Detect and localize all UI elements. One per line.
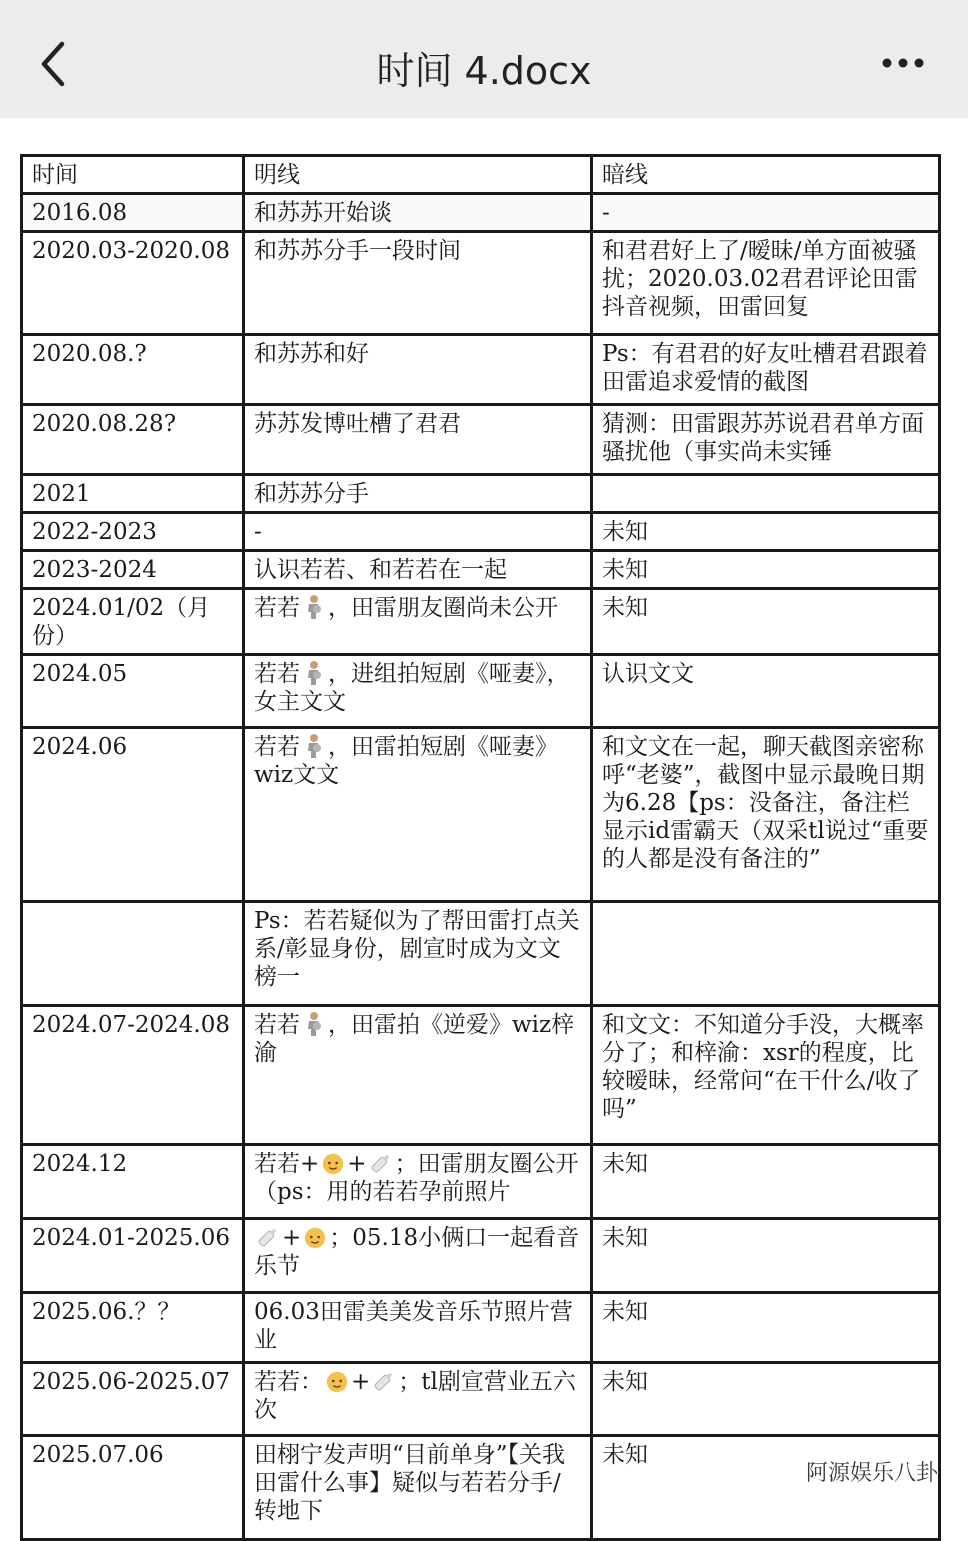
an-cell: 未知: [592, 513, 940, 551]
time-cell: 2025.06-2025.07: [22, 1363, 244, 1436]
an-cell: 和文文在一起，聊天截图亲密称呼“老婆”，截图中显示最晚日期为6.28【ps：没备注，备注栏显示id雷霸天（双采tl说过“重要的人都是没有备注的”: [592, 728, 940, 902]
table-row: [22, 194, 940, 232]
an-cell: 未知: [592, 1219, 940, 1293]
an-cell: 未知: [592, 1363, 940, 1436]
baby-bottle-icon: [256, 1224, 280, 1250]
an-cell: -: [592, 194, 940, 232]
ming-cell: 认识若若、和若若在一起: [244, 551, 592, 589]
ming-cell: [244, 655, 592, 728]
top-bar: [0, 0, 968, 118]
ming-cell: 06.03田雷美美发音乐节照片营业: [244, 1293, 592, 1363]
ming-cell: 和苏苏开始谈: [244, 194, 592, 232]
ming-text: 若若: [254, 734, 300, 760]
ming-text: ；05.18小俩口一起看音乐节: [254, 1225, 580, 1279]
ming-text: ，田雷拍《逆爱》wiz梓渝: [254, 1012, 575, 1066]
ming-text: 若若: [254, 595, 300, 621]
an-cell: 未知: [592, 551, 940, 589]
ming-cell: 苏苏发博吐槽了君君: [244, 405, 592, 475]
table-row: [22, 1219, 940, 1293]
ming-text: 若若+: [254, 1151, 320, 1177]
table-row: [22, 1293, 940, 1363]
baby-face-icon: [325, 1368, 349, 1394]
table-row: [22, 513, 940, 551]
ming-cell: 田栩宁发声明“目前单身”【关我田雷什么事】疑似与若若分手/转地下: [244, 1436, 592, 1540]
time-cell: [22, 902, 244, 1006]
ming-text: ；田雷朋友圈公开（ps：用的若若孕前照片: [254, 1151, 579, 1205]
time-cell: 2024.05: [22, 655, 244, 728]
ming-text: +: [347, 1151, 367, 1177]
baby-face-icon: [303, 1224, 327, 1250]
ming-cell: [244, 1363, 592, 1436]
time-cell: 2022-2023: [22, 513, 244, 551]
ming-cell: [244, 1006, 592, 1145]
time-cell: 2023-2024: [22, 551, 244, 589]
ming-text: 若若: [254, 1012, 300, 1038]
table-row: [22, 1145, 940, 1219]
ming-text: ；tl剧宣营业五六次: [254, 1369, 576, 1423]
ming-text: ，田雷朋友圈尚未公开: [328, 595, 558, 621]
column-header-an: 暗线: [592, 156, 940, 194]
ming-text: +: [351, 1369, 371, 1395]
table-row: [22, 1436, 940, 1540]
an-cell: [592, 475, 940, 513]
pregnant-woman-icon: [302, 1011, 326, 1037]
timeline-table: [20, 154, 941, 1541]
ming-text: +: [282, 1225, 302, 1251]
table-row: [22, 655, 940, 728]
time-cell: 2020.08.28?: [22, 405, 244, 475]
time-cell: 2025.06.？？: [22, 1293, 244, 1363]
document-title: 时间 4.docx: [376, 49, 592, 93]
pregnant-woman-icon: [302, 594, 326, 620]
ming-cell: [244, 1219, 592, 1293]
an-cell: 猜测：田雷跟苏苏说君君单方面骚扰他（事实尚未实锤: [592, 405, 940, 475]
time-cell: 2021: [22, 475, 244, 513]
an-cell: 未知: [592, 589, 940, 655]
ming-text: 若若：: [254, 1369, 323, 1395]
watermark: 阿源娱乐八卦: [806, 1461, 939, 1486]
time-cell: 2024.06: [22, 728, 244, 902]
table-row: [22, 1006, 940, 1145]
an-cell: 认识文文: [592, 655, 940, 728]
an-cell: 未知: [592, 1293, 940, 1363]
pregnant-woman-icon: [302, 660, 326, 686]
pregnant-woman-icon: [302, 733, 326, 759]
document-table-area: [20, 154, 938, 1541]
table-row: [22, 728, 940, 902]
ming-cell: [244, 589, 592, 655]
table-row: [22, 475, 940, 513]
an-cell: 和文文：不知道分手没，大概率分了；和梓渝：xsr的程度，比较暧昧，经常问“在干什么/收了吗”: [592, 1006, 940, 1145]
baby-bottle-icon: [369, 1150, 393, 1176]
more-dots-icon: [875, 48, 935, 78]
ming-text: ，田雷拍短剧《哑妻》wiz文文: [254, 734, 558, 788]
ming-cell: [244, 728, 592, 902]
column-header-time: 时间: [22, 156, 244, 194]
table-row: [22, 902, 940, 1006]
table-row: [22, 405, 940, 475]
table-row: [22, 335, 940, 405]
time-cell: 2024.07-2024.08: [22, 1006, 244, 1145]
more-button[interactable]: [875, 48, 935, 78]
time-cell: 2020.08.?: [22, 335, 244, 405]
ming-cell: [244, 1145, 592, 1219]
column-header-ming: 明线: [244, 156, 592, 194]
time-cell: 2024.01/02（月份）: [22, 589, 244, 655]
table-row: [22, 232, 940, 335]
ming-cell: 和苏苏分手一段时间: [244, 232, 592, 335]
ming-cell: 和苏苏和好: [244, 335, 592, 405]
ming-cell: 和苏苏分手: [244, 475, 592, 513]
ming-cell: Ps：若若疑似为了帮田雷打点关系/彰显身份，剧宣时成为文文榜一: [244, 902, 592, 1006]
time-cell: 2016.08: [22, 194, 244, 232]
time-cell: 2025.07.06: [22, 1436, 244, 1540]
an-cell: [592, 902, 940, 1006]
table-header-row: [22, 156, 940, 194]
baby-bottle-icon: [372, 1368, 396, 1394]
an-cell: 未知: [592, 1436, 940, 1540]
time-cell: 2024.12: [22, 1145, 244, 1219]
baby-face-icon: [321, 1150, 345, 1176]
table-row: [22, 551, 940, 589]
time-cell: 2024.01-2025.06: [22, 1219, 244, 1293]
an-cell: 未知: [592, 1145, 940, 1219]
ming-text: ，进组拍短剧《哑妻》，女主文文: [254, 661, 570, 715]
table-row: [22, 1363, 940, 1436]
ming-text: 若若: [254, 661, 300, 687]
ming-cell: -: [244, 513, 592, 551]
an-cell: Ps：有君君的好友吐槽君君跟着田雷追求爱情的截图: [592, 335, 940, 405]
time-cell: 2020.03-2020.08: [22, 232, 244, 335]
table-row: [22, 589, 940, 655]
an-cell: 和君君好上了/暧昧/单方面被骚扰；2020.03.02君君评论田雷抖音视频，田雷回复: [592, 232, 940, 335]
